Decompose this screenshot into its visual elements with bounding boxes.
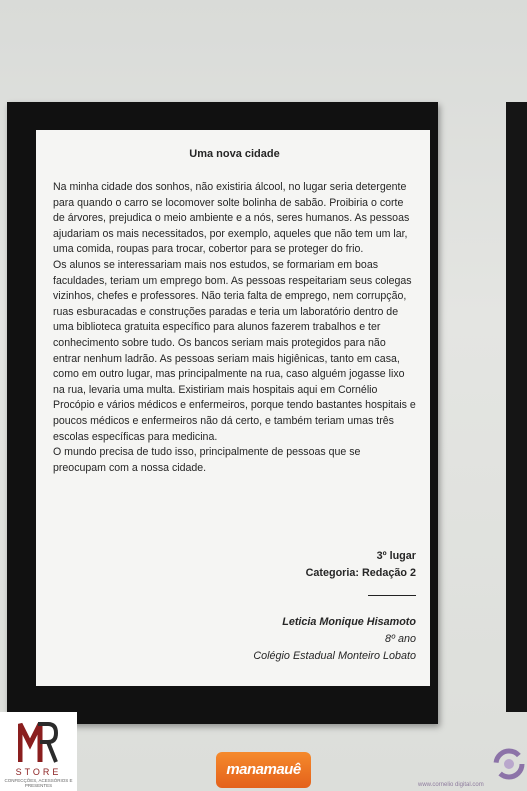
adjacent-frame-edge xyxy=(506,102,527,712)
site-watermark: www.cornelio digital.com xyxy=(418,782,484,788)
paragraph-2: Os alunos se interessariam mais nos estudos, se formariam em boas faculdades, teriam um emprego bom. As pessoas respeitariam seus colegas vizinhos, chefes e professores. Não teria falta de emprego, nem corrupção, ruas esburacadas e construções paradas e teria um laboratório dentro de uma biblioteca gratuita específico para alunos fazerem trabalhos e ter conhecimento sobre tudo. Os bancos seriam mais protegidos para não entrar nenhum ladrão. As pessoas seriam mais higiênicas, tanto em casa, como em outro lugar, mas principalmente na rua, caso alguém jogasse lixo na rua, levaria uma multa. Existiriam mais hospitais aqui em Cornélio Procópio e vários médicos e enfermeiros, porque tendo bastantes hospitais e poucos médicos e enfermeiros não dá certo, e também teriam umas três escolas específicas para medicina. xyxy=(53,258,416,443)
category-label: Categoria: Redação 2 xyxy=(305,567,416,579)
spiral-logo-icon xyxy=(493,748,525,780)
paragraph-3: O mundo precisa de tudo isso, principalmente de pessoas que se preocupam com a nossa cidade. xyxy=(53,446,361,474)
store-label: STORE xyxy=(15,767,62,777)
store-subtitle: CONFECÇÕES, ACESSÓRIOS E PRESENTES xyxy=(4,778,73,788)
school-name: Colégio Estadual Monteiro Lobato xyxy=(253,650,416,662)
mr-store-logo xyxy=(0,712,77,791)
paragraph-1: Na minha cidade dos sonhos, não existiria álcool, no lugar seria detergente para quando o carro se locomover solte bolinha de sabão. Proibiria o corte de árvores, prejudica o meio ambiente e a nós, seres humanos. As pessoas ajudariam os mais necessitados, por exemplo, aqueles que não tem um lar, uma comida, roupas para trocar, cobertor para se proteger do frio. xyxy=(53,181,410,256)
essay-sheet xyxy=(36,130,430,686)
essay-title: Uma nova cidade xyxy=(189,148,280,160)
placement-label: 3º lugar xyxy=(376,550,416,562)
mr-monogram-icon xyxy=(18,718,58,766)
signature-rule xyxy=(368,595,416,596)
essay-body xyxy=(53,180,416,476)
author-name: Leticia Monique Hisamoto xyxy=(282,616,416,628)
manamaue-logo: manamauê xyxy=(216,752,311,788)
grade-label: 8º ano xyxy=(385,633,416,645)
